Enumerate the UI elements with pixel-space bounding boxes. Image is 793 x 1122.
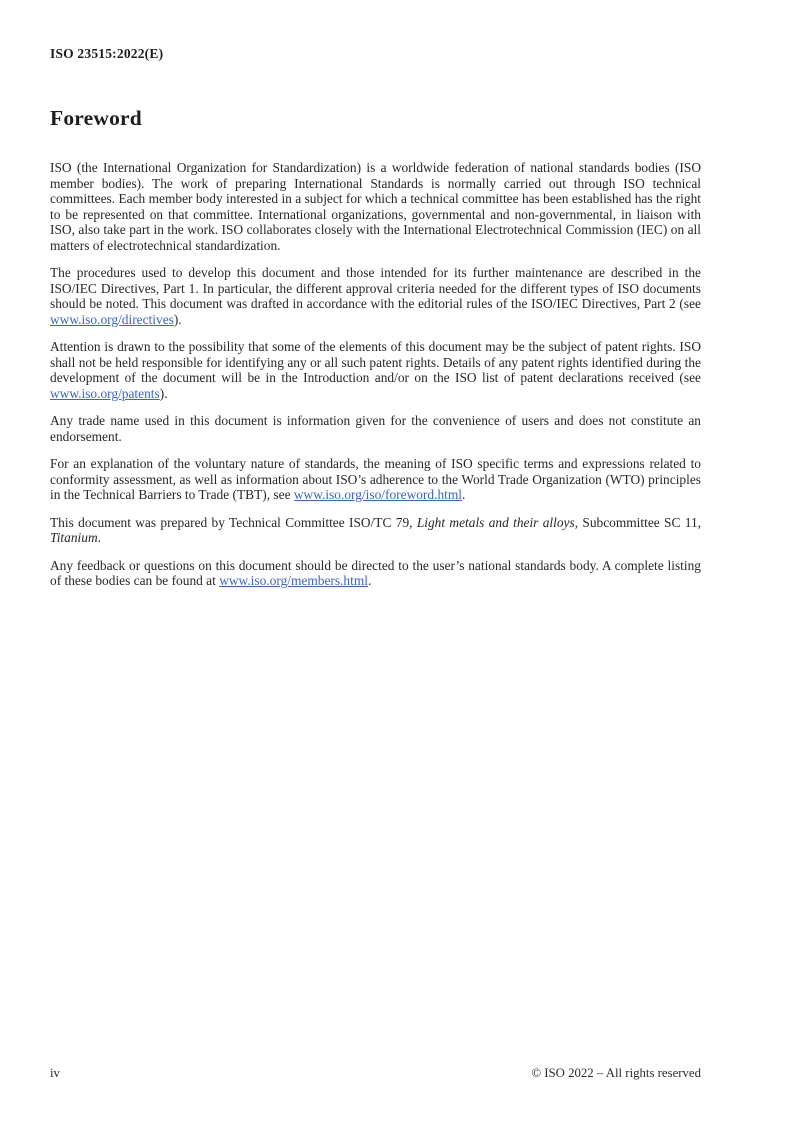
text-run: ). bbox=[159, 385, 168, 401]
hyperlink[interactable]: www.iso.org/members.html bbox=[219, 573, 368, 588]
hyperlink[interactable]: www.iso.org/directives bbox=[50, 311, 174, 327]
text-run: Any feedback or questions on this document should be directed to the user’s national standards body. A complete listing of these bodies can be found at bbox=[50, 557, 701, 588]
text-run: . bbox=[367, 573, 372, 588]
hyperlink[interactable]: www.iso.org/iso/foreword.html bbox=[293, 487, 462, 502]
paragraph bbox=[50, 339, 701, 401]
text-run: Attention is drawn to the possibility that some of the elements of this document may be the subject of patent rights. ISO shall not be held responsible for identifying any or all such patent rights. Details of any patent rights identified during the development of the document will be in the Introduction and/or on the ISO list of patent declarations received (see bbox=[50, 339, 701, 385]
italic-text: Light metals and their alloys bbox=[416, 514, 575, 530]
paragraph bbox=[50, 456, 701, 503]
page-title: Foreword bbox=[50, 106, 142, 130]
text-run: , Subcommittee SC 11, bbox=[574, 514, 701, 530]
page-footer bbox=[50, 1066, 701, 1081]
text-run: . bbox=[462, 487, 466, 502]
text-run: Any trade name used in this document is information given for the convenience of users and does not constitute an endorsement. bbox=[50, 413, 701, 444]
text-run: For an explanation of the voluntary nature of standards, the meaning of ISO specific terms and expressions related to conformity assessment, as well as information about ISO’s adherence to the World Trade Organization (WTO) principles in the Technical Barriers to Trade (TBT), see bbox=[50, 456, 701, 502]
page-number: iv bbox=[50, 1066, 60, 1080]
paragraph bbox=[50, 558, 701, 589]
hyperlink[interactable]: www.iso.org/patents bbox=[50, 385, 160, 401]
paragraph bbox=[50, 265, 701, 327]
text-run: ISO (the International Organization for Standardization) is a worldwide federation of national standards bodies (ISO member bodies). The work of preparing International Standards is normally carried out through ISO technical committees. Each member body interested in a subject for which a technical committee has been established has the right to be represented on that committee. International organizations, governmental and non-governmental, in liaison with ISO, also take part in the work. ISO collaborates closely with the International Electrotechnical Commission (IEC) on all matters of electrotechnical standardization. bbox=[50, 160, 701, 253]
text-run: ). bbox=[173, 311, 182, 327]
copyright-notice: © ISO 2022 – All rights reserved bbox=[531, 1066, 701, 1080]
foreword-body bbox=[50, 160, 701, 589]
document-reference: ISO 23515:2022(E) bbox=[50, 46, 164, 61]
italic-text: Titanium bbox=[50, 530, 98, 545]
paragraph bbox=[50, 413, 701, 444]
text-run: This document was prepared by Technical Committee ISO/TC 79, bbox=[50, 514, 417, 530]
text-run: . bbox=[97, 530, 101, 545]
text-run: The procedures used to develop this document and those intended for its further maintenance are described in the ISO/IEC Directives, Part 1. In particular, the different approval criteria needed for the different types of ISO documents should be noted. This document was drafted in accordance with the editorial rules of the ISO/IEC Directives, Part 2 (see bbox=[50, 265, 701, 311]
page-content bbox=[50, 106, 701, 601]
paragraph bbox=[50, 160, 701, 253]
paragraph bbox=[50, 515, 701, 546]
